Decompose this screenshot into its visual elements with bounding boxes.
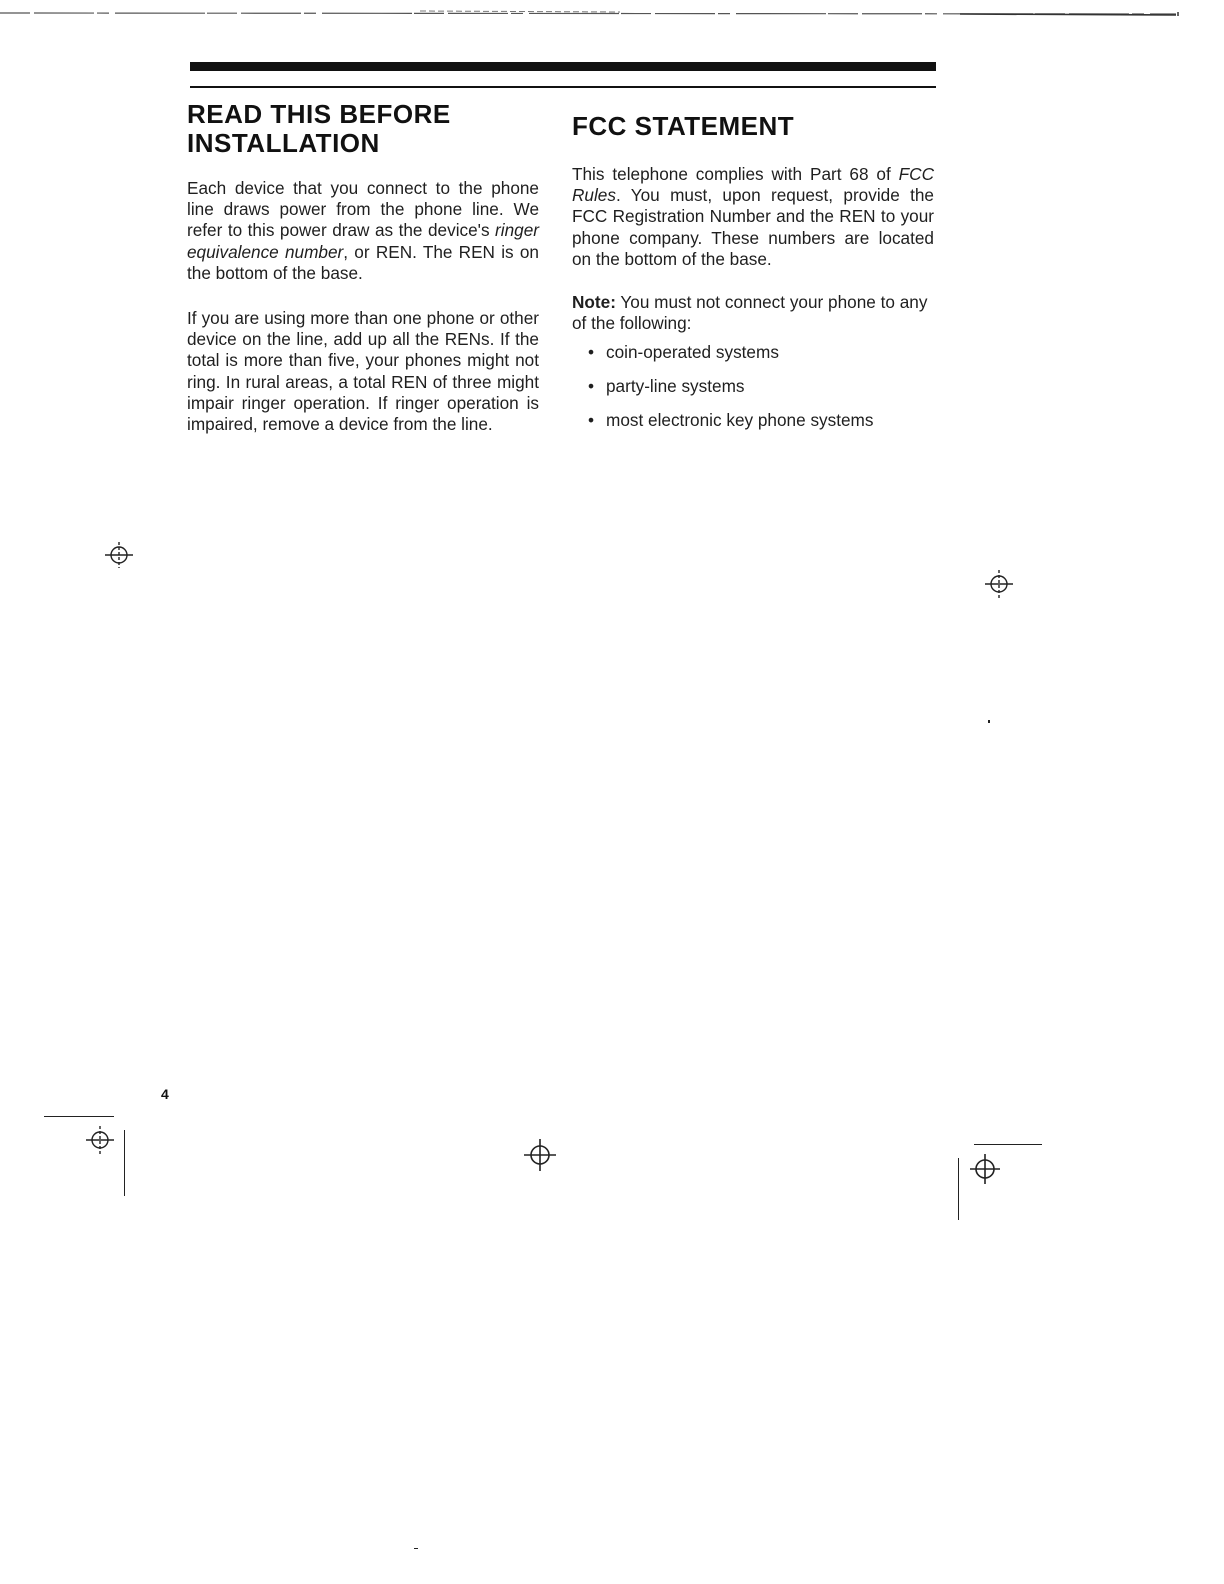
section-heading-fcc: FCC STATEMENT [572, 111, 795, 141]
header-rule-thick [190, 62, 936, 71]
ren-para-text-b: , or REN. The REN is on the bottom of the base. [187, 241, 539, 283]
ren-explanation-paragraph [187, 178, 539, 284]
bullet-icon: • [588, 342, 595, 363]
fcc-para-text-a: This telephone complies with Part 68 of [572, 164, 899, 184]
ren-para-text-a: Each device that you connect to the phone line draws power from the phone line. We refer to this power draw as the device's [187, 178, 539, 241]
prohibited-systems-list [572, 342, 934, 431]
list-item [572, 342, 934, 363]
crop-line-horizontal [974, 1144, 1042, 1145]
crosshair-registration-icon [983, 568, 1015, 600]
list-item-text: most electronic key phone systems [606, 410, 874, 431]
ren-term-emphasis: ringer equivalence number [187, 220, 539, 262]
ren-total-paragraph: If you are using more than one phone or other device on the line, add up all the RENs. If the total is more than five, your phones might not ring. In rural areas, a total REN of three might impair ringer operation. If ringer operation is impaired, remove a device from the line. [187, 308, 539, 435]
crosshair-registration-icon [85, 1124, 117, 1156]
crosshair-registration-icon [103, 540, 135, 570]
scan-edge-noise [0, 10, 1180, 16]
list-item [572, 410, 934, 431]
bullet-icon: • [588, 376, 595, 397]
list-item-text: party-line systems [606, 376, 745, 397]
fcc-rules-emphasis: FCC Rules [572, 164, 934, 206]
crosshair-registration-icon [522, 1138, 558, 1172]
list-item-text: coin-operated systems [606, 342, 779, 363]
page-number: 4 [161, 1086, 169, 1102]
crosshair-registration-icon [968, 1152, 1002, 1186]
header-rule-thin [190, 86, 936, 88]
heading-line-1: READ THIS BEFORE [187, 99, 451, 129]
fcc-compliance-paragraph [572, 164, 934, 270]
fcc-statement-section [572, 100, 934, 444]
scan-speck [988, 720, 990, 723]
read-before-installation-section [187, 100, 539, 435]
crop-line-vertical [958, 1158, 959, 1220]
note-paragraph [572, 292, 934, 334]
fcc-para-text-b: . You must, upon request, provide the FCC Registration Number and the REN to your phone company. These numbers are located on the bottom of the base. [572, 185, 934, 269]
bullet-icon: • [588, 410, 595, 431]
list-item [572, 376, 934, 397]
scan-speck [414, 1548, 418, 1549]
crop-line-vertical [124, 1130, 125, 1196]
note-text: You must not connect your phone to any of the following: [572, 292, 928, 334]
crop-line-horizontal [44, 1116, 114, 1117]
note-label: Note: [572, 292, 616, 313]
heading-line-2: INSTALLATION [187, 128, 380, 158]
section-heading-installation [187, 100, 539, 158]
